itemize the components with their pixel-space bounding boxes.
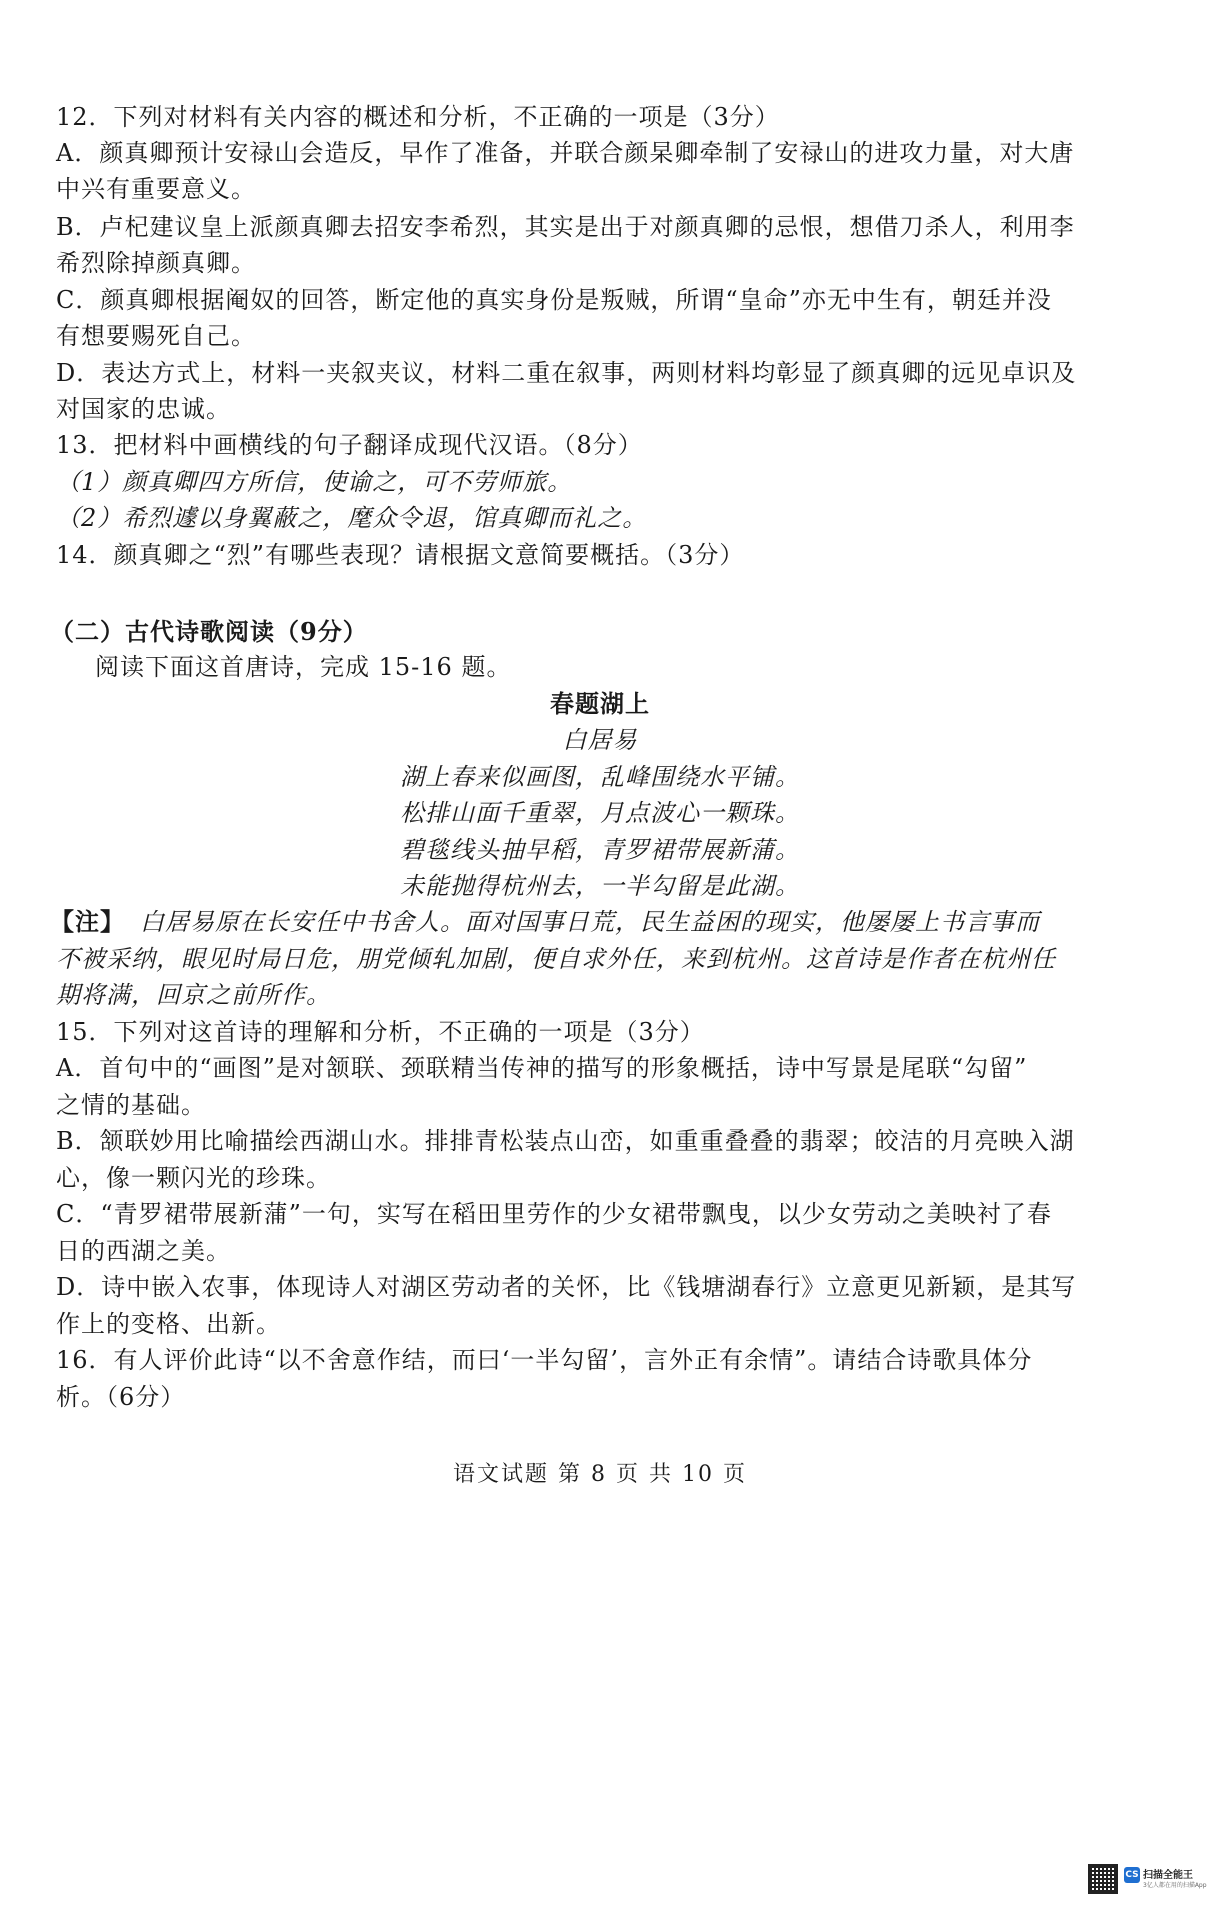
- poem-title: 春题湖上: [550, 689, 650, 718]
- watermark-subtitle: 3亿人都在用的扫描App: [1143, 1882, 1207, 1889]
- q12-option-d-line1: D．表达方式上，材料一夹叙夹议，材料二重在叙事，两则材料均彰显了颜真卿的远见卓识及: [56, 359, 1077, 387]
- camscanner-logo-icon: CS: [1124, 1867, 1140, 1883]
- page-footer: 语文试题 第 8 页 共 10 页: [453, 1462, 747, 1487]
- q15-option-a-line1: A．首句中的“画图”是对颔联、颈联精当传神的描写的形象概括，诗中写景是尾联“勾留”: [56, 1054, 1028, 1082]
- note-line-3: 期将满，回京之前所作。: [56, 981, 331, 1009]
- q12-option-b-line1: B．卢杞建议皇上派颜真卿去招安李希烈，其实是出于对颜真卿的忌恨，想借刀杀人，利用李: [56, 213, 1075, 241]
- q15-option-b-line2: 心，像一颗闪光的珍珠。: [56, 1164, 331, 1192]
- q12-option-a-line2: 中兴有重要意义。: [56, 175, 256, 203]
- q15-option-d-line2: 作上的变格、出新。: [56, 1310, 281, 1338]
- note-line-1: 白居易原在长安任中书舍人。面对国事日荒，民生益困的现实，他屡屡上书言事而: [140, 908, 1040, 936]
- q14-stem: 14．颜真卿之“烈”有哪些表现？请根据文意简要概括。（3分）: [56, 541, 745, 569]
- watermark-name: 扫描全能王: [1143, 1870, 1193, 1881]
- q15-stem: 15．下列对这首诗的理解和分析，不正确的一项是（3分）: [56, 1018, 705, 1046]
- q15-option-c-line1: C．“青罗裙带展新蒲”一句，实写在稻田里劳作的少女裙带飘曳，以少女劳动之美映衬了春: [56, 1200, 1052, 1228]
- q12-option-b-line2: 希烈除掉颜真卿。: [56, 249, 256, 277]
- poem-author: 白居易: [562, 726, 638, 754]
- section-heading: （二）古代诗歌阅读（9分）: [50, 617, 368, 646]
- q15-option-c-line2: 日的西湖之美。: [56, 1237, 231, 1265]
- q12-option-d-line2: 对国家的忠诚。: [56, 395, 231, 423]
- q12-option-c-line2: 有想要赐死自己。: [56, 322, 256, 350]
- q12-option-c-line1: C．颜真卿根据阉奴的回答，断定他的真实身份是叛贼，所谓“皇命”亦无中生有，朝廷并没: [56, 286, 1052, 314]
- poem-line-3: 碧毯线头抽早稻，青罗裙带展新蒲。: [400, 836, 800, 864]
- q13-sentence-1: （1）颜真卿四方所信，使谕之，可不劳师旅。: [56, 468, 573, 496]
- q12-option-a-line1: A．颜真卿预计安禄山会造反，早作了准备，并联合颜杲卿牵制了安禄山的进攻力量，对大唐: [56, 139, 1075, 167]
- poem-line-4: 未能抛得杭州去，一半勾留是此湖。: [400, 872, 800, 900]
- q15-option-a-line2: 之情的基础。: [56, 1091, 206, 1119]
- scanner-watermark: [1124, 1864, 1207, 1894]
- q13-sentence-2: （2）希烈遽以身翼蔽之，麾众令退，馆真卿而礼之。: [56, 504, 648, 532]
- q15-option-d-line1: D．诗中嵌入农事，体现诗人对湖区劳动者的关怀，比《钱塘湖春行》立意更见新颖，是其写: [56, 1273, 1077, 1301]
- section-instruction: 阅读下面这首唐诗，完成 15-16 题。: [95, 653, 512, 681]
- poem-line-1: 湖上春来似画图，乱峰围绕水平铺。: [400, 763, 800, 791]
- note-line-2: 不被采纳，眼见时局日危，朋党倾轧加剧，便自求外任，来到杭州。这首诗是作者在杭州任: [56, 945, 1056, 973]
- qr-code-icon: [1088, 1864, 1118, 1894]
- q16-stem-line1: 16．有人评价此诗“以不舍意作结，而曰‘一半勾留’，言外正有余情”。请结合诗歌具体分: [56, 1346, 1033, 1374]
- note-label: 【注】: [50, 907, 125, 936]
- q15-option-b-line1: B．颔联妙用比喻描绘西湖山水。排排青松装点山峦，如重重叠叠的翡翠；皎洁的月亮映入湖: [56, 1127, 1075, 1155]
- q16-stem-line2: 析。（6分）: [56, 1383, 186, 1411]
- poem-line-2: 松排山面千重翠，月点波心一颗珠。: [400, 799, 800, 827]
- q12-stem: 12．下列对材料有关内容的概述和分析，不正确的一项是（3分）: [56, 103, 780, 131]
- q13-stem: 13．把材料中画横线的句子翻译成现代汉语。（8分）: [56, 431, 643, 459]
